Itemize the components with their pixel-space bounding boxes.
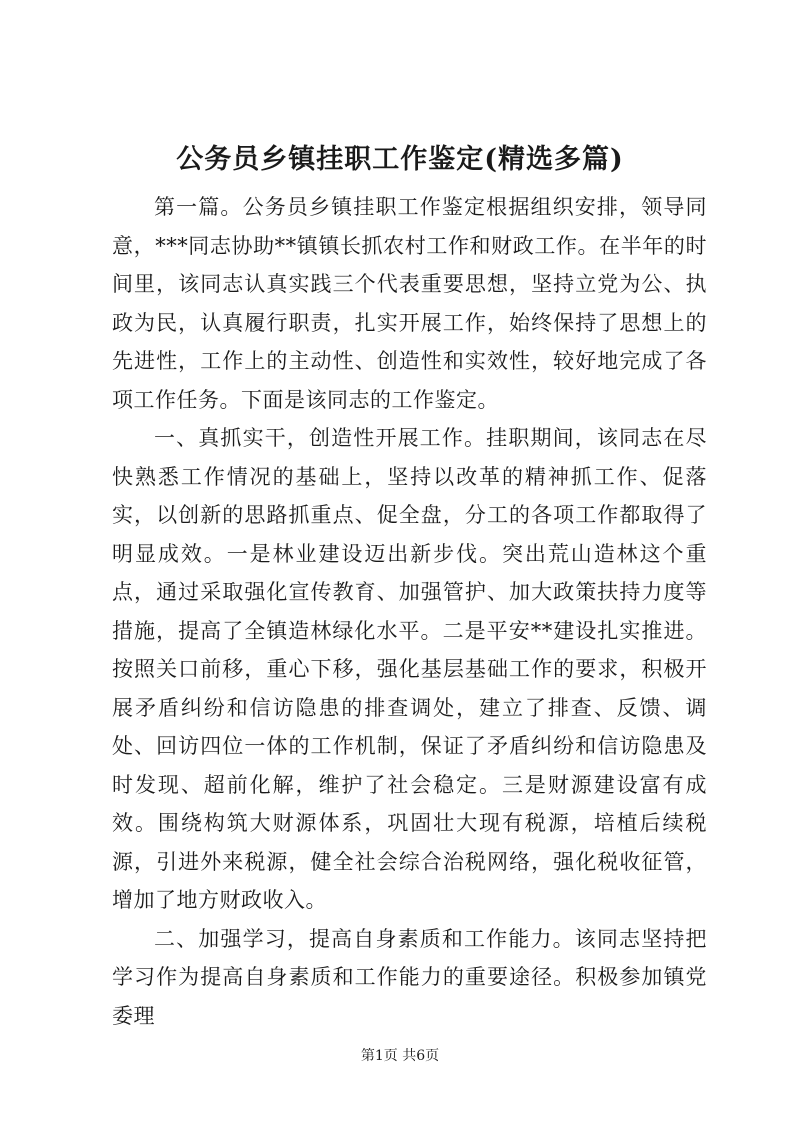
page-number-footer: 第1页 共6页 — [360, 1048, 440, 1064]
document-body — [112, 188, 707, 1035]
paragraph-2: 一、真抓实干，创造性开展工作。挂职期间，该同志在尽快熟悉工作情况的基础上，坚持以改革的精神抓工作、促落实，以创新的思路抓重点、促全盘，分工的各项工作都取得了明显成效。一是林业建设迈出新步伐。突出荒山造林这个重点，通过采取强化宣传教育、加强管护、加大政策扶持力度等措施，提高了全镇造林绿化水平。二是平安**建设扎实推进。按照关口前移，重心下移，强化基层基础工作的要求，积极开展矛盾纠纷和信访隐患的排查调处，建立了排查、反馈、调处、回访四位一体的工作机制，保证了矛盾纠纷和信访隐患及时发现、超前化解，维护了社会稳定。三是财源建设富有成效。围绕构筑大财源体系，巩固壮大现有税源，培植后续税源，引进外来税源，健全社会综合治税网络，强化税收征管，增加了地方财政收入。 — [112, 426, 707, 912]
paragraph-1: 第一篇。公务员乡镇挂职工作鉴定根据组织安排，领导同意，***同志协助**镇镇长抓农村工作和财政工作。在半年的时间里，该同志认真实践三个代表重要思想，坚持立党为公、执政为民，认真履行职责，扎实开展工作，始终保持了思想上的先进性，工作上的主动性、创造性和实效性，较好地完成了各项工作任务。下面是该同志的工作鉴定。 — [112, 195, 707, 412]
document-title: 公务员乡镇挂职工作鉴定(精选多篇) — [176, 144, 624, 175]
paragraph-3: 二、加强学习，提高自身素质和工作能力。该同志坚持把学习作为提高自身素质和工作能力的重要途径。积极参加镇党委理 — [112, 926, 707, 1028]
